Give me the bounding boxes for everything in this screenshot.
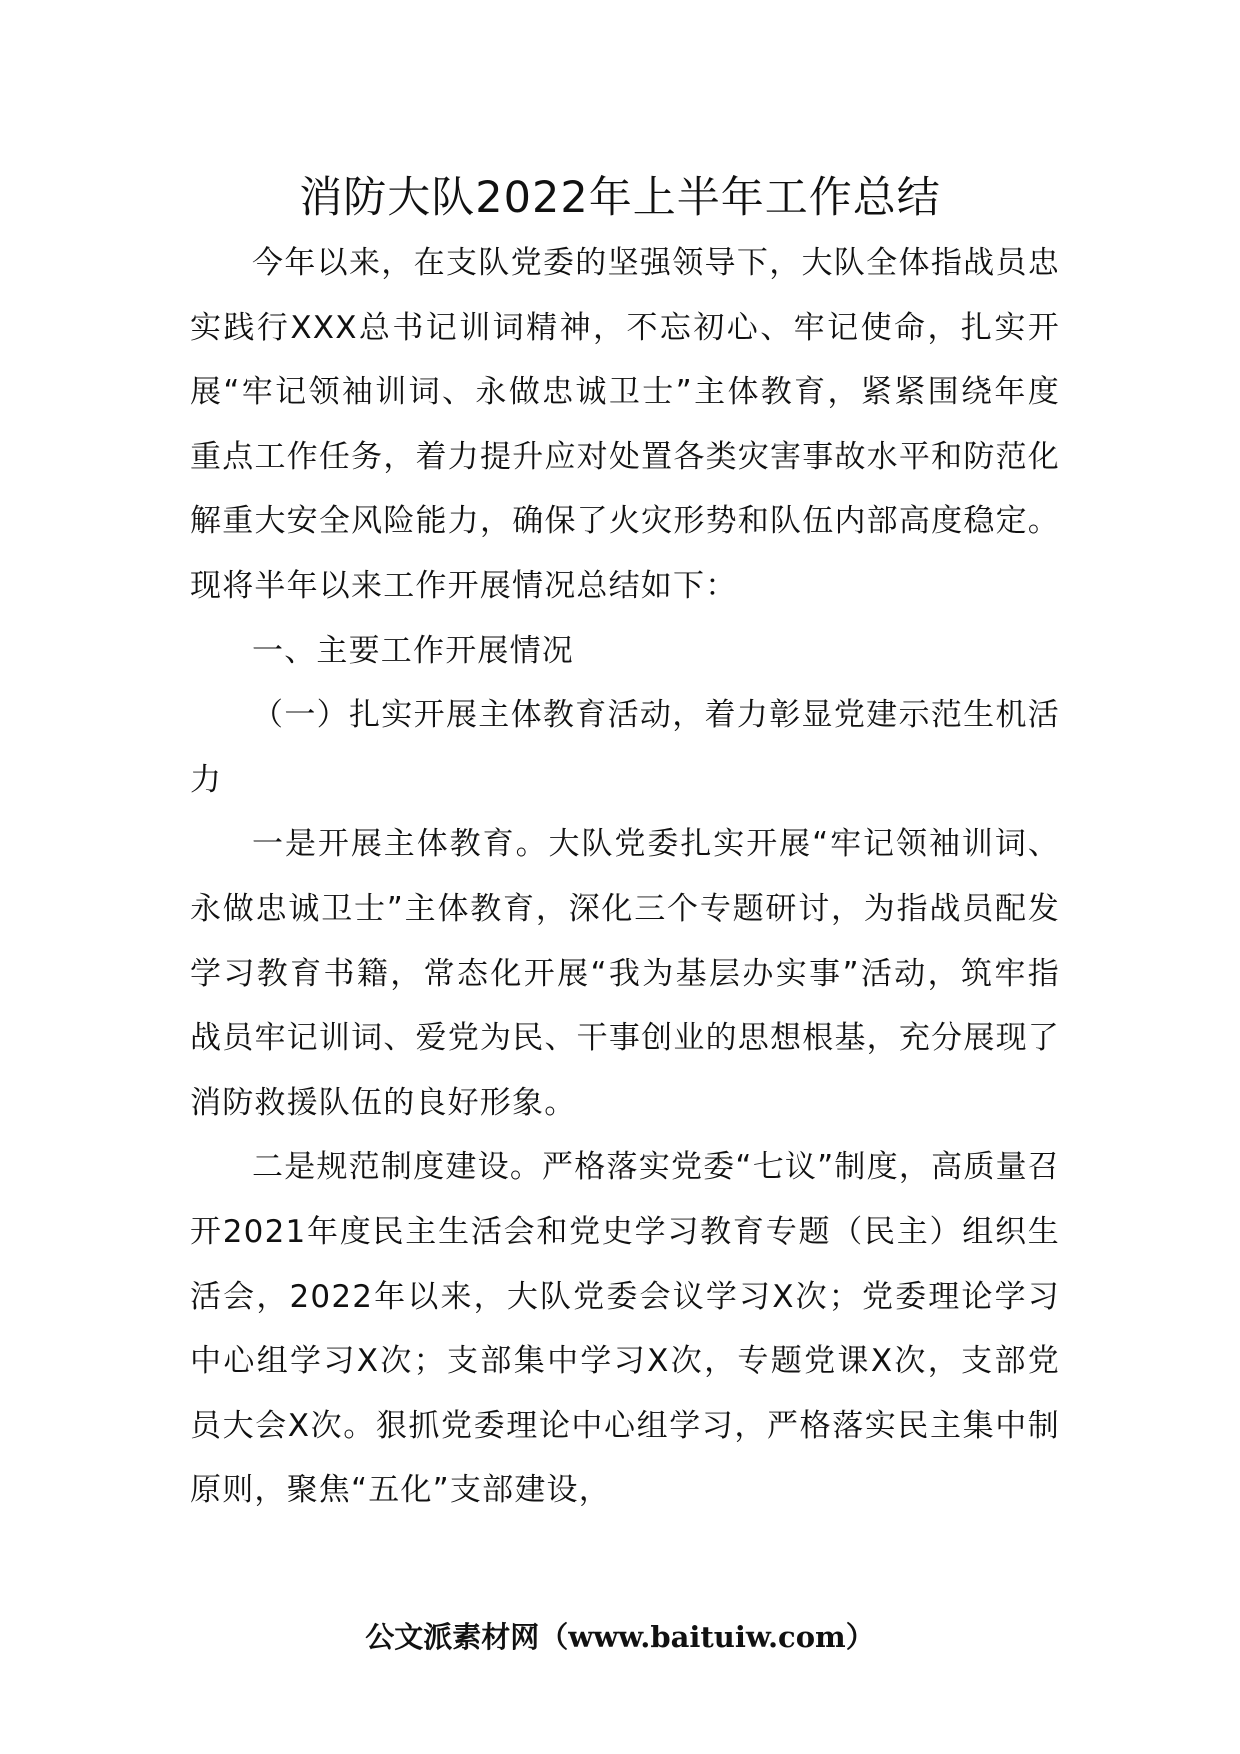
section-heading: 一、主要工作开展情况 <box>252 632 574 669</box>
subsection-heading: （一）扎实开展主体教育活动，着力彰显党建示范生机活力 <box>190 697 1060 798</box>
document-title: 消防大队2022年上半年工作总结 <box>299 173 941 223</box>
footer-watermark: 公文派素材网（www.baituiw.com） <box>365 1620 875 1654</box>
body-paragraph-education: 一是开展主体教育。大队党委扎实开展“牢记领袖训词、永做忠诚卫士”主体教育，深化三个专题研讨，为指战员配发学习教育书籍，常态化开展“我为基层办实事”活动，筑牢指战员牢记训词、爱党为民、干事创业的思想根基，充分展现了消防救援队伍的良好形象。 <box>190 826 1060 1121</box>
intro-paragraph: 今年以来，在支队党委的坚强领导下，大队全体指战员忠实践行XXX总书记训词精神，不忘初心、牢记使命，扎实开展“牢记领袖训词、永做忠诚卫士”主体教育，紧紧围绕年度重点工作任务，着力提升应对处置各类灾害事故水平和防范化解重大安全风险能力，确保了火灾形势和队伍内部高度稳定。现将半年以来工作开展情况总结如下： <box>190 245 1060 604</box>
body-paragraph-system: 二是规范制度建设。严格落实党委“七议”制度，高质量召开2021年度民主生活会和党史学习教育专题（民主）组织生活会，2022年以来，大队党委会议学习X次；党委理论学习中心组学习X次；支部集中学习X次，专题党课X次，支部党员大会X次。狠抓党委理论中心组学习，严格落实民主集中制原则，聚焦“五化”支部建设， <box>190 1149 1060 1509</box>
document-body <box>190 231 1060 1523</box>
